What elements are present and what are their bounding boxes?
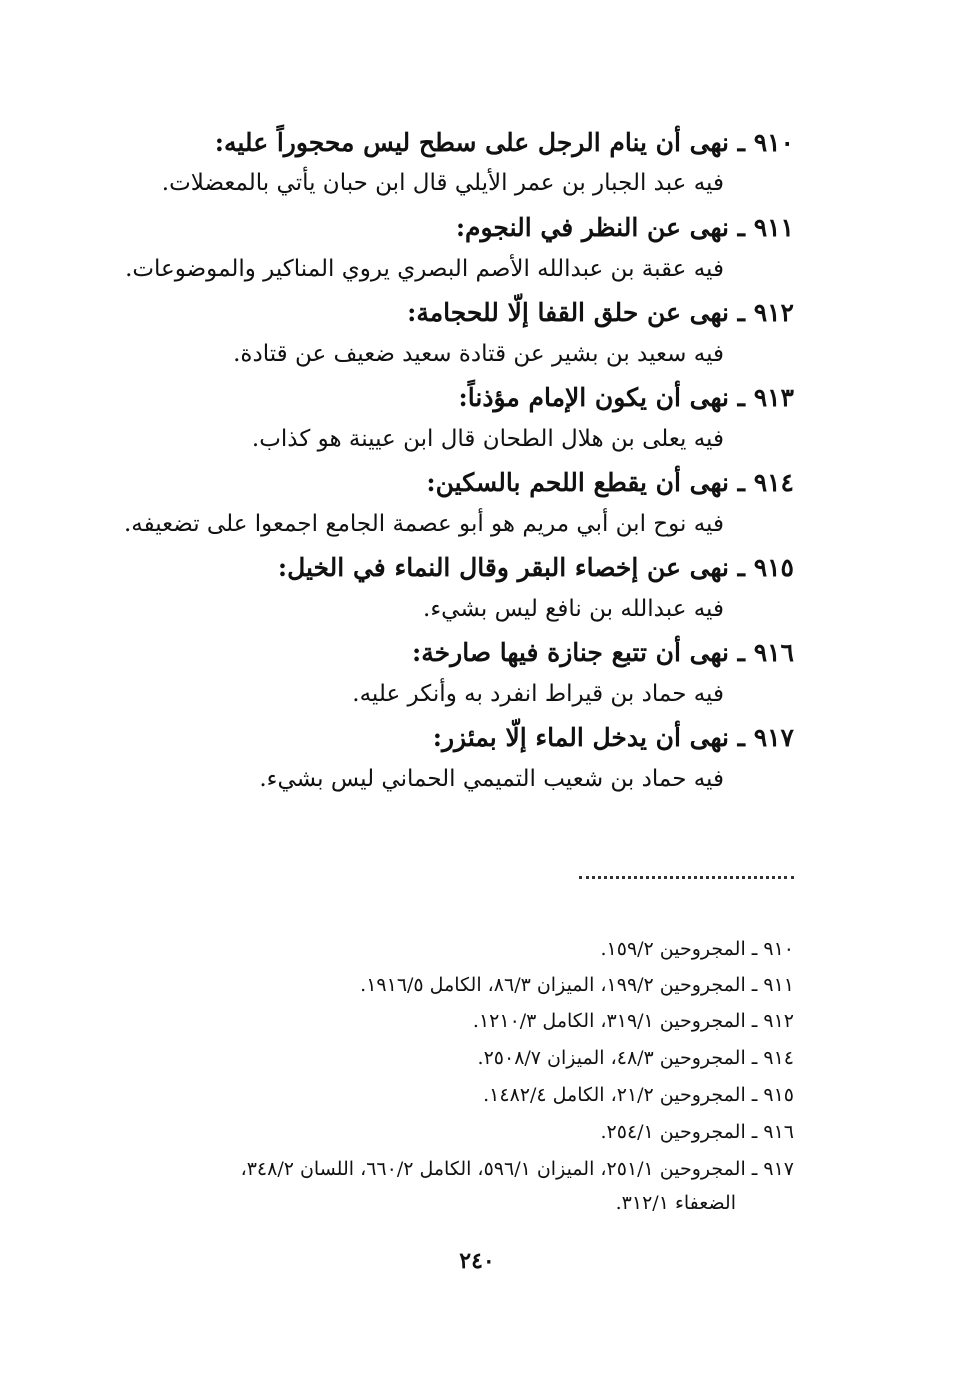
entry-heading: ٩١١ ـ نهى عن النظر في النجوم: bbox=[455, 213, 794, 242]
entry-heading: ٩١٧ ـ نهى أن يدخل الماء إلّا بمئزر: bbox=[432, 723, 794, 752]
footnote: ٩١٢ ـ المجروحين ٣١٩/١، الكامل ١٢١٠/٣. bbox=[472, 1010, 794, 1032]
entry-heading: ٩١٣ ـ نهى أن يكون الإمام مؤذناً: bbox=[458, 383, 794, 412]
footnote: ٩١٤ ـ المجروحين ٤٨/٣، الميزان ٢٥٠٨/٧. bbox=[477, 1047, 794, 1069]
footnote: ٩١١ ـ المجروحين ١٩٩/٢، الميزان ٨٦/٣، الكامل ١٩١٦/٥. bbox=[360, 974, 794, 996]
footnote: ٩١٦ ـ المجروحين ٢٥٤/١. bbox=[600, 1121, 794, 1143]
entry-text: فيه حماد بن شعيب التميمي الحماني ليس بشيء. bbox=[259, 766, 724, 792]
footnote-separator bbox=[579, 876, 794, 879]
footnote: ٩١٧ ـ المجروحين ٢٥١/١، الميزان ٥٩٦/١، الكامل ٦٦٠/٢، اللسان ٣٤٨/٢، bbox=[240, 1158, 794, 1180]
footnote-continuation: الضعفاء ٣١٢/١. bbox=[615, 1192, 736, 1214]
page-number: ٢٤٠ bbox=[459, 1248, 495, 1274]
footnote: ٩١٠ ـ المجروحين ١٥٩/٢. bbox=[600, 938, 794, 960]
entry-heading: ٩١٢ ـ نهى عن حلق القفا إلّا للحجامة: bbox=[407, 298, 794, 327]
entry-text: فيه عبد الجبار بن عمر الأيلي قال ابن حبان يأتي بالمعضلات. bbox=[161, 170, 724, 196]
entry-text: فيه حماد بن قيراط انفرد به وأنكر عليه. bbox=[352, 681, 724, 707]
entry-heading: ٩١٠ ـ نهى أن ينام الرجل على سطح ليس محجوراً عليه: bbox=[214, 128, 794, 157]
entry-text: فيه عبدالله بن نافع ليس بشيء. bbox=[423, 596, 724, 622]
entry-text: فيه سعيد بن بشير عن قتادة سعيد ضعيف عن قتادة. bbox=[233, 341, 724, 367]
footnote: ٩١٥ ـ المجروحين ٢١/٢، الكامل ١٤٨٢/٤. bbox=[483, 1084, 794, 1106]
entry-text: فيه يعلى بن هلال الطحان قال ابن عيينة هو كذاب. bbox=[251, 426, 724, 452]
entry-text: فيه عقبة بن عبدالله الأصم البصري يروي المناكير والموضوعات. bbox=[125, 256, 724, 282]
entry-text: فيه نوح ابن أبي مريم هو أبو عصمة الجامع اجمعوا على تضعيفه. bbox=[123, 511, 724, 537]
entry-heading: ٩١٦ ـ نهى أن تتبع جنازة فيها صارخة: bbox=[412, 638, 794, 667]
entry-heading: ٩١٥ ـ نهى عن إخصاء البقر وقال النماء في الخيل: bbox=[277, 553, 794, 582]
entry-heading: ٩١٤ ـ نهى أن يقطع اللحم بالسكين: bbox=[426, 468, 794, 497]
